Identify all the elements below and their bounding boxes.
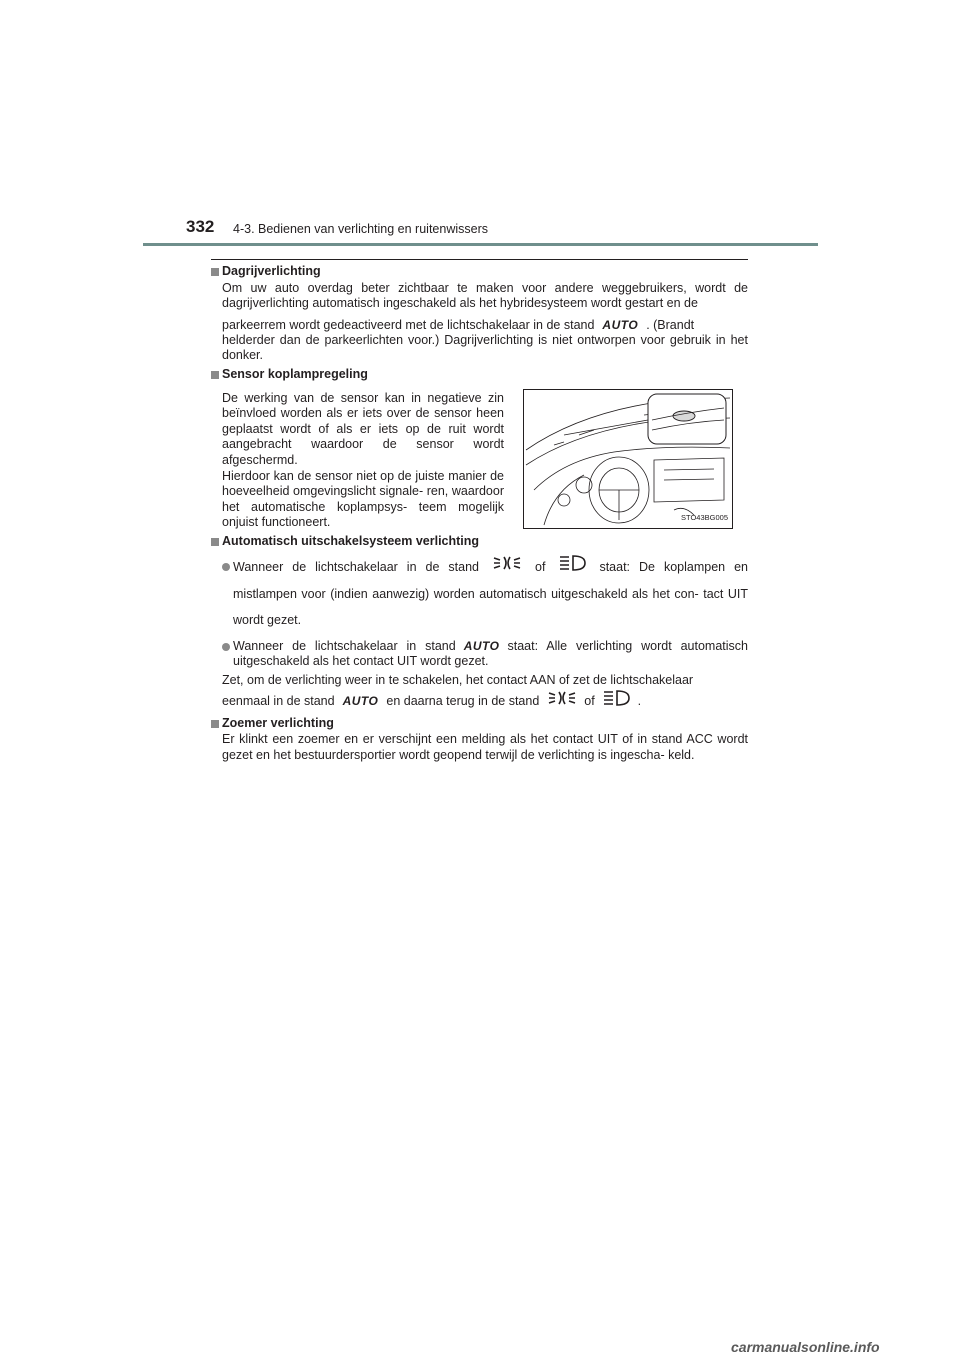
bullet-1-of: of	[535, 559, 546, 574]
daytime-title: Dagrijverlichting	[222, 264, 321, 278]
headlight-icon	[558, 554, 586, 581]
reset-paragraph	[211, 673, 748, 689]
auto-off-bullet-2	[211, 639, 748, 670]
header-divider	[143, 243, 818, 246]
daytime-text-3: . (Brandt	[646, 317, 695, 332]
daytime-text-4: helderder dan de parkeerlichten voor.) Dagrijverlichting is niet ontworpen voor gebruik in het donker.	[222, 332, 748, 363]
reset-text-2b: en daarna terug in de stand	[386, 694, 540, 709]
auto-icon: AUTO	[463, 638, 500, 653]
daytime-paragraph	[211, 281, 748, 312]
section-divider	[211, 259, 748, 260]
auto-icon: AUTO	[342, 694, 379, 709]
reset-paragraph-2	[211, 688, 748, 715]
tail-light-icon	[492, 554, 522, 580]
buzzer-text: Er klinkt een zoemer en er verschijnt een melding als het contact UIT of in stand ACC wordt gezet en het bestuurdersportier wordt geopend terwijl de verlichting is ingescha- keld.	[222, 732, 748, 762]
buzzer-title: Zoemer verlichting	[222, 715, 334, 730]
auto-off-heading	[211, 534, 748, 550]
reset-of: of	[584, 694, 595, 709]
sensor-text-block	[211, 385, 504, 531]
bullet-2-text-b: staat: Alle verlichting wordt automatisch uitgeschakeld als het contact UIT wordt gezet.	[233, 638, 748, 669]
bullet-1-text-b: staat: De koplampen en mistlampen voor (indien aanwezig) worden automatisch uitgeschakeld als het con- tact UIT wordt gezet.	[233, 559, 749, 627]
bullet-1-text-a: Wanneer de lichtschakelaar in de stand	[233, 559, 479, 574]
buzzer-heading	[211, 716, 748, 732]
auto-icon: AUTO	[602, 317, 639, 332]
watermark-link[interactable]: carmanualsonline.info	[731, 1339, 880, 1355]
reset-text-2a: eenmaal in de stand	[222, 694, 335, 709]
dashboard-sensor-illustration	[523, 389, 733, 529]
daytime-heading	[211, 264, 748, 280]
headlight-icon	[602, 689, 630, 716]
daytime-paragraph-3	[211, 333, 748, 364]
reset-text-1: Zet, om de verlichting weer in te schakelen, het contact AAN of zet de lichtschakelaar	[222, 672, 694, 687]
page-content	[211, 264, 748, 763]
page-number: 332	[186, 217, 215, 236]
square-bullet-icon	[211, 268, 219, 276]
figure-code: STO43BG005	[681, 512, 728, 522]
section-header-title: 4-3. Bedienen van verlichting en ruitenwissers	[233, 222, 488, 236]
square-bullet-icon	[211, 538, 219, 546]
sensor-section	[211, 385, 748, 531]
auto-off-bullet-1	[211, 554, 748, 633]
sensor-heading	[211, 367, 748, 383]
square-bullet-icon	[211, 371, 219, 379]
bullet-2-text-a: Wanneer de lichtschakelaar in stand	[233, 638, 456, 653]
daytime-text-2: parkeerrem wordt gedeactiveerd met de lichtschakelaar in de stand	[222, 317, 595, 332]
round-bullet-icon	[222, 643, 230, 651]
buzzer-paragraph	[211, 732, 748, 763]
sensor-text: De werking van de sensor kan in negatieve zin beïnvloed worden als er iets over de sensor heen geplaatst wordt of als er iets op de ruit wordt aangebracht waardoor de sensor wordt afgeschermd.	[222, 390, 504, 467]
auto-off-title: Automatisch uitschakelsysteem verlichting	[222, 533, 480, 548]
reset-period: .	[637, 694, 642, 709]
dashboard-drawing	[524, 390, 732, 528]
tail-light-icon	[547, 689, 577, 715]
square-bullet-icon	[211, 720, 219, 728]
daytime-text-1: Om uw auto overdag beter zichtbaar te maken voor andere weggebruikers, wordt de dagrijverlichting automatisch ingeschakeld als het hybridesysteem wordt gestart en de	[222, 280, 748, 311]
round-bullet-icon	[222, 563, 230, 571]
sensor-text-2: Hierdoor kan de sensor niet op de juiste manier de hoeveelheid omgevingslicht signale- ren, waardoor het automatische koplampsys- teem mogelijk onjuist functioneert.	[222, 468, 504, 530]
sensor-title: Sensor koplampregeling	[222, 366, 368, 381]
